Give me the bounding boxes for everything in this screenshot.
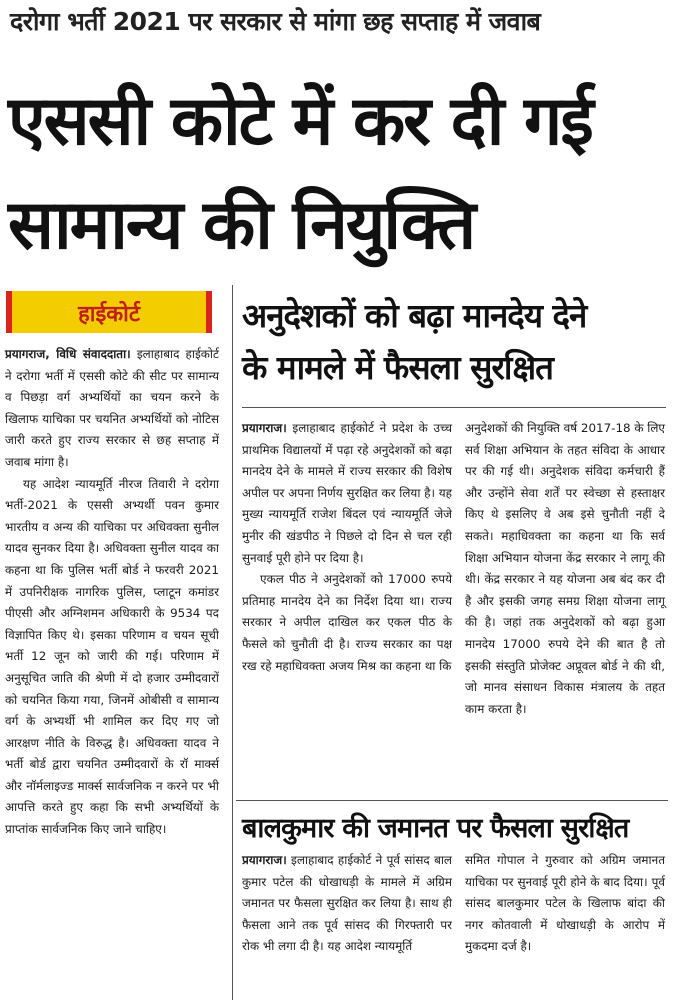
story2-para-1	[242, 418, 452, 569]
lead-story-text-1: इलाहाबाद हाईकोर्ट ने दरोगा भर्ती में एससी कोटे की सीट पर सामान्य व पिछड़ा वर्ग अभ्यर्थियों का चयन करने के खिलाफ याचिका पर चयनित अभ्यर्थियों को नोटिस जारी करते हुए राज्य सरकार से छह सप्ताह में जवाब मांगा है।	[5, 347, 219, 469]
badge-right-bar	[206, 291, 212, 333]
story3-para-1	[242, 850, 452, 958]
story3-headline: बालकुमार की जमानत पर फैसला सुरक्षित	[242, 813, 629, 844]
story2-rule	[242, 407, 666, 408]
section-badge	[6, 291, 212, 333]
story2-dateline: प्रयागराज।	[242, 421, 287, 435]
main-headline-line-1: एससी कोटे में कर दी गई	[8, 82, 592, 161]
lead-story-para-1	[5, 344, 219, 474]
badge-left-bar	[6, 291, 12, 333]
lead-story-body	[5, 344, 219, 841]
main-headline-line-2: सामान्य की नियुक्ति	[8, 186, 475, 265]
story2-headline-line-2: के मामले में फैसला सुरक्षित	[242, 348, 553, 387]
story2-column-b	[465, 418, 665, 720]
badge-label: हाईकोर्ट	[78, 302, 140, 327]
kicker-headline: दरोगा भर्ती 2021 पर सरकार से मांगा छह सप्ताह में जवाब	[10, 7, 541, 36]
story2-headline-line-1: अनुदेशकों को बढ़ा मानदेय देने	[242, 296, 587, 335]
story2-column-a	[242, 418, 452, 677]
story3-top-rule	[236, 800, 668, 801]
story2-para-3: अनुदेशकों की नियुक्ति वर्ष 2017-18 के लिए सर्व शिक्षा अभियान के तहत संविदा के आधार पर की गई थी। अनुदेशक संविदा कर्मचारी हैं और उन्होंने सेवा शर्तें पर स्वेच्छा से हस्ताक्षर किए थे इसलिए वे अब इसे चुनौती नहीं दे सकते। महाधिवक्ता का कहना था कि सर्व शिक्षा अभियान योजना केंद्र सरकार ने लागू की थी। केंद्र सरकार ने यह योजना अब बंद कर दी है और इसकी जगह समग्र शिक्षा योजना लागू की है। जहां तक अनुदेशकों को बढ़ा हुआ मानदेय 17000 रुपये देने की बात है तो इसकी संस्तुति प्रोजेक्ट अप्रूवल बोर्ड ने की थी, जो मानव संसाधन विकास मंत्रालय के तहत काम करता है।	[465, 421, 666, 716]
story3-text-1: इलाहाबाद हाईकोर्ट ने पूर्व सांसद बाल कुमार पटेल की धोखाधड़ी के मामले में अग्रिम जमानत पर फैसला सुरक्षित कर लिया है। साथ ही फैसला आने तक पूर्व सांसद की गिरफ्तारी पर रोक भी लगा दी है। यह आदेश न्यायमूर्ति	[242, 853, 452, 954]
story2-text-1: इलाहाबाद हाईकोर्ट ने प्रदेश के उच्च प्राथमिक विद्यालयों में पढ़ा रहे अनुदेशकों को बढ़ा मानदेय देने के मामले में राज्य सरकार की विशेष अपील पर अपना निर्णय सुरक्षित कर लिया है। यह मुख्य न्यायमूर्ति राजेश बिंदल एवं न्यायमूर्ति जेजे मुनीर की खंडपीठ ने पिछले दो दिन से चल रही सुनवाई पूरी होने पर दिया है।	[242, 421, 452, 565]
lead-story-dateline: प्रयागराज, विधि संवाददाता।	[5, 347, 131, 361]
story3-column-d	[465, 850, 665, 958]
story3-column-c	[242, 850, 452, 958]
lead-story-para-2: यह आदेश न्यायमूर्ति नीरज तिवारी ने दरोगा भर्ती-2021 के एससी अभ्यर्थी पवन कुमार भारतीय व अन्य की याचिका पर अधिवक्ता सुनील यादव सुनकर दिया है। अधिवक्ता सुनील यादव का कहना था कि पुलिस भर्ती बोर्ड ने फरवरी 2021 में उपनिरीक्षक नागरिक पुलिस, प्लाटून कमांडर पीएसी और अग्निशमन अधिकारी के 9534 पद विज्ञापित किए थे। इसका परिणाम व चयन सूची भर्ती 12 जून को जारी की गई। परिणाम में अनुसूचित जाति की श्रेणी में दो हजार उम्मीदवारों को चयनित किया गया, जिनमें ओबीसी व सामान्य वर्ग के अभ्यर्थी भी शामिल कर दिए गए जो आरक्षण नीति के विरुद्ध है। अधिवक्ता यादव ने भर्ती बोर्ड द्वारा चयनित उम्मीदवारों के रॉ मार्क्स और नॉर्मलाइज्ड मार्क्स सार्वजनिक न करने पर भी आपत्ति करते हुए कहा कि सभी अभ्यर्थियों के प्राप्तांक सार्वजनिक किए जाने चाहिए।	[5, 476, 219, 837]
story3-dateline: प्रयागराज।	[242, 853, 287, 867]
column-divider	[232, 285, 233, 1000]
story3-para-2: समित गोपाल ने गुरुवार को अग्रिम जमानत याचिका पर सुनवाई पूरी होने के बाद दिया। पूर्व सांसद बालकुमार पटेल के खिलाफ बांदा की नगर कोतवाली में धोखाधड़ी के आरोप में मुकदमा दर्ज है।	[465, 853, 665, 954]
story2-para-2: एकल पीठ ने अनुदेशकों को 17000 रुपये प्रतिमाह मानदेय देने का निर्देश दिया था। राज्य सरकार ने अपील दाखिल कर एकल पीठ के फैसले को चुनौती दी है। राज्य सरकार का पक्ष रख रहे महाधिवक्ता अजय मिश्र का कहना था कि	[242, 572, 452, 673]
